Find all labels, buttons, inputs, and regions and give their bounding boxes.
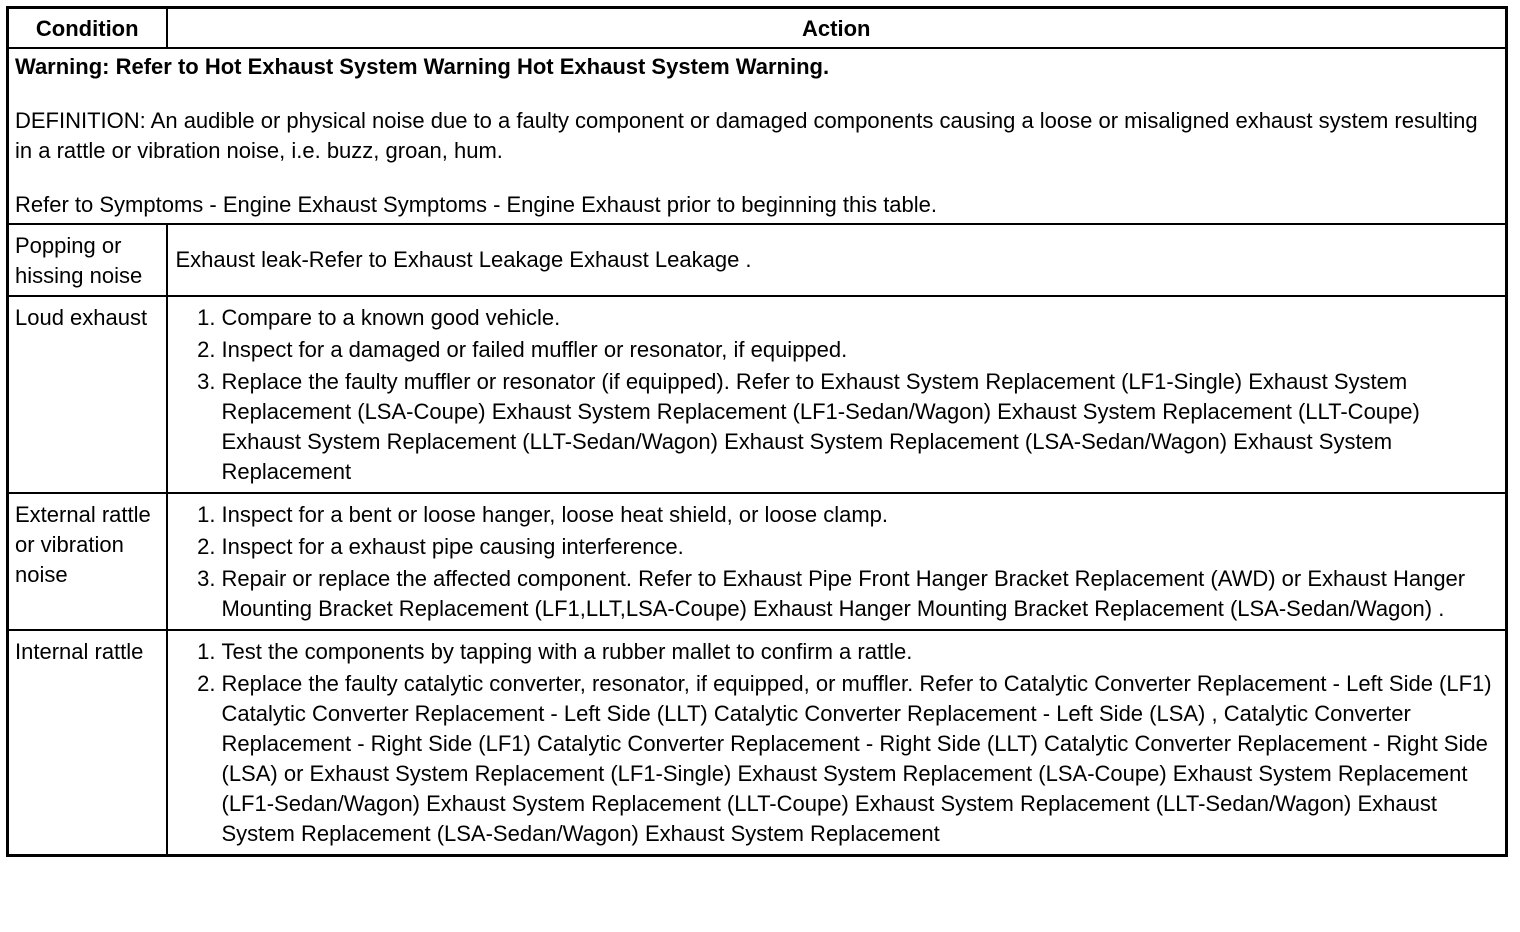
step-text: Inspect for a bent or loose hanger, loose heat shield, or loose clamp.	[221, 502, 889, 527]
action-header: Action	[167, 8, 1507, 49]
list-item	[174, 564, 1500, 624]
list-item	[174, 303, 1500, 333]
condition-header: Condition	[8, 8, 167, 49]
list-item	[174, 335, 1500, 365]
condition-cell: Internal rattle	[8, 630, 167, 856]
definition-text: DEFINITION: An audible or physical noise due to a faulty component or damaged components causing a loose or misaligned exhaust system resulting in a rattle or vibration noise, i.e. buzz, groan, hum.	[15, 108, 1478, 163]
action-cell: Exhaust leak-Refer to Exhaust Leakage Exhaust Leakage .	[167, 224, 1507, 296]
step-number: 1.	[197, 305, 216, 330]
condition-cell: External rattle or vibration noise	[8, 493, 167, 630]
step-list	[174, 500, 1500, 624]
intro-cell	[8, 48, 1507, 224]
list-item	[174, 500, 1500, 530]
step-number: 1.	[197, 639, 216, 664]
table-row	[8, 296, 1507, 493]
action-cell	[167, 630, 1507, 856]
header-row	[8, 8, 1507, 49]
warning-text: Warning: Refer to Hot Exhaust System Warning Hot Exhaust System Warning.	[15, 54, 830, 79]
list-item	[174, 532, 1500, 562]
condition-cell: Loud exhaust	[8, 296, 167, 493]
step-number: 3.	[197, 566, 216, 591]
list-item	[174, 367, 1500, 487]
table-row	[8, 224, 1507, 296]
step-text: Repair or replace the affected component. Refer to Exhaust Pipe Front Hanger Bracket Replacement (AWD) or Exhaust Hanger Mounting Bracket Replacement (LF1,LLT,LSA-Coupe) Exhaust Hanger Mounting Bracket Replacement (LSA-Sedan/Wagon) .	[221, 566, 1466, 621]
step-list	[174, 303, 1500, 487]
table-row	[8, 493, 1507, 630]
list-item	[174, 637, 1500, 667]
list-item	[174, 669, 1500, 849]
step-list	[174, 637, 1500, 849]
step-text: Inspect for a exhaust pipe causing interference.	[221, 534, 684, 559]
table-row	[8, 630, 1507, 856]
step-number: 2.	[197, 534, 216, 559]
intro-row	[8, 48, 1507, 224]
step-text: Replace the faulty catalytic converter, resonator, if equipped, or muffler. Refer to Catalytic Converter Replacement - Left Side (LF1) Catalytic Converter Replacement - Left Side (LLT) Catalytic Converter Replacement - Left Side (LSA) , Catalytic Converter Replacement - Right Side (LF1) Catalytic Converter Replacement - Right Side (LLT) Catalytic Converter Replacement - Right Side (LSA) or Exhaust System Replacement (LF1-Single) Exhaust System Replacement (LSA-Coupe) Exhaust System Replacement (LF1-Sedan/Wagon) Exhaust System Replacement (LLT-Coupe) Exhaust System Replacement (LLT-Sedan/Wagon) Exhaust System Replacement (LSA-Sedan/Wagon) Exhaust System Replacement	[221, 671, 1492, 846]
step-text: Inspect for a damaged or failed muffler or resonator, if equipped.	[221, 337, 848, 362]
step-number: 3.	[197, 369, 216, 394]
step-text: Test the components by tapping with a rubber mallet to confirm a rattle.	[221, 639, 913, 664]
diagnostic-table	[6, 6, 1508, 857]
step-text: Replace the faulty muffler or resonator (if equipped). Refer to Exhaust System Replacement (LF1-Single) Exhaust System Replacement (LSA-Coupe) Exhaust System Replacement (LF1-Sedan/Wagon) Exhaust System Replacement (LLT-Coupe) Exhaust System Replacement (LLT-Sedan/Wagon) Exhaust System Replacement (LSA-Sedan/Wagon) Exhaust System Replacement	[221, 369, 1420, 484]
step-number: 1.	[197, 502, 216, 527]
step-number: 2.	[197, 671, 216, 696]
action-cell	[167, 493, 1507, 630]
refer-text: Refer to Symptoms - Engine Exhaust Symptoms - Engine Exhaust prior to beginning this table.	[15, 192, 938, 217]
condition-cell: Popping or hissing noise	[8, 224, 167, 296]
step-number: 2.	[197, 337, 216, 362]
action-cell	[167, 296, 1507, 493]
step-text: Compare to a known good vehicle.	[221, 305, 561, 330]
